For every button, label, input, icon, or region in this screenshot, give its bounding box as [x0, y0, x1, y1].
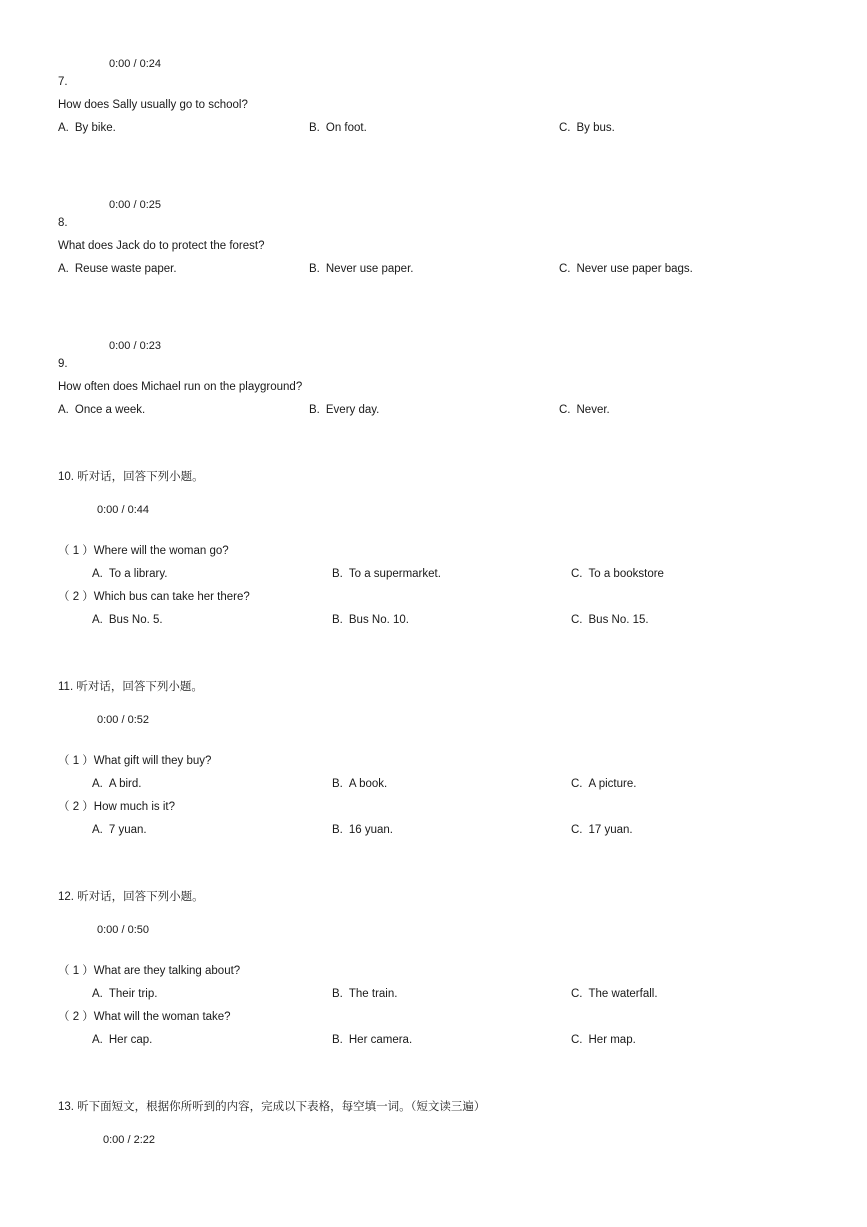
section-heading: 11. 听对话，回答下列小题。: [58, 681, 203, 693]
option-text: The train.: [348, 988, 398, 1000]
option-text: Every day.: [325, 404, 380, 416]
option-letter: A.: [92, 568, 103, 580]
option-b[interactable]: [332, 567, 441, 581]
option-letter: A.: [58, 122, 69, 134]
sub-question: [58, 800, 175, 814]
option-text: 7 yuan.: [108, 824, 147, 836]
option-letter: C.: [571, 778, 583, 790]
option-letter: B.: [332, 824, 343, 836]
option-text: Reuse waste paper.: [74, 263, 177, 275]
option-text: Never use paper.: [325, 263, 414, 275]
option-a[interactable]: [58, 121, 116, 135]
question-number: 7.: [58, 76, 68, 88]
audio-player-time[interactable]: 0:00 / 0:52: [97, 714, 149, 726]
option-text: Her cap.: [108, 1034, 153, 1046]
option-text: A book.: [348, 778, 388, 790]
sub-question-number: （ 1 ）: [58, 755, 94, 767]
option-c[interactable]: [559, 121, 615, 135]
section-heading: 12. 听对话，回答下列小题。: [58, 891, 204, 903]
question-number: 9.: [58, 358, 68, 370]
option-text: 17 yuan.: [588, 824, 633, 836]
option-text: Her camera.: [348, 1034, 413, 1046]
sub-question: [58, 590, 250, 604]
option-text: Bus No. 10.: [348, 614, 409, 626]
option-a[interactable]: [92, 777, 141, 791]
option-text: By bus.: [576, 122, 615, 134]
option-letter: B.: [309, 404, 320, 416]
sub-question-number: （ 2 ）: [58, 1011, 94, 1023]
option-c[interactable]: [571, 823, 633, 837]
option-c[interactable]: [571, 1033, 636, 1047]
option-letter: C.: [571, 614, 583, 626]
option-c[interactable]: [571, 777, 636, 791]
option-b[interactable]: [332, 987, 397, 1001]
sub-question-text: Which bus can take her there?: [93, 591, 250, 603]
option-letter: B.: [332, 568, 343, 580]
sub-question-number: （ 1 ）: [58, 965, 94, 977]
option-letter: B.: [309, 263, 320, 275]
option-text: To a bookstore: [588, 568, 664, 580]
option-a[interactable]: [92, 823, 147, 837]
sub-question-text: What will the woman take?: [93, 1011, 231, 1023]
option-a[interactable]: [58, 403, 145, 417]
option-letter: B.: [332, 1034, 343, 1046]
option-letter: B.: [309, 122, 320, 134]
sub-question-number: （ 1 ）: [58, 545, 94, 557]
option-text: Bus No. 15.: [588, 614, 649, 626]
option-c[interactable]: [571, 567, 664, 581]
sub-question-number: （ 2 ）: [58, 801, 94, 813]
option-letter: A.: [92, 778, 103, 790]
sub-question-text: What are they talking about?: [93, 965, 241, 977]
option-a[interactable]: [58, 262, 177, 276]
option-letter: C.: [559, 263, 571, 275]
option-text: On foot.: [325, 122, 367, 134]
option-letter: B.: [332, 778, 343, 790]
option-c[interactable]: [571, 613, 649, 627]
option-text: Bus No. 5.: [108, 614, 163, 626]
sub-question: [58, 1010, 231, 1024]
section-heading: 13. 听下面短文，根据你所听到的内容，完成以下表格，每空填一词。（短文读三遍）: [58, 1101, 486, 1113]
audio-player-time[interactable]: 0:00 / 0:23: [109, 340, 161, 352]
question-text: How often does Michael run on the playground?: [58, 381, 303, 393]
option-letter: C.: [571, 1034, 583, 1046]
option-b[interactable]: [309, 262, 413, 276]
section-heading: 10. 听对话，回答下列小题。: [58, 471, 204, 483]
option-text: A bird.: [108, 778, 142, 790]
option-b[interactable]: [309, 403, 379, 417]
option-letter: B.: [332, 614, 343, 626]
option-text: Never.: [576, 404, 610, 416]
option-text: Once a week.: [74, 404, 146, 416]
question-number: 8.: [58, 217, 68, 229]
option-text: By bike.: [74, 122, 116, 134]
option-text: The waterfall.: [588, 988, 658, 1000]
sub-question-text: What gift will they buy?: [93, 755, 212, 767]
option-a[interactable]: [92, 613, 163, 627]
option-text: To a library.: [108, 568, 168, 580]
option-b[interactable]: [332, 1033, 412, 1047]
option-letter: C.: [559, 122, 571, 134]
option-text: Never use paper bags.: [576, 263, 693, 275]
option-c[interactable]: [571, 987, 658, 1001]
option-b[interactable]: [332, 613, 409, 627]
option-letter: C.: [559, 404, 571, 416]
option-text: Their trip.: [108, 988, 158, 1000]
audio-player-time[interactable]: 0:00 / 0:44: [97, 504, 149, 516]
sub-question: [58, 754, 211, 768]
option-letter: A.: [58, 404, 69, 416]
option-letter: B.: [332, 988, 343, 1000]
option-text: To a supermarket.: [348, 568, 441, 580]
sub-question: [58, 544, 229, 558]
option-a[interactable]: [92, 567, 167, 581]
option-letter: A.: [92, 614, 103, 626]
option-a[interactable]: [92, 987, 157, 1001]
question-text: What does Jack do to protect the forest?: [58, 240, 265, 252]
option-b[interactable]: [309, 121, 367, 135]
option-c[interactable]: [559, 403, 610, 417]
option-letter: A.: [58, 263, 69, 275]
question-text: How does Sally usually go to school?: [58, 99, 248, 111]
audio-player-time[interactable]: 0:00 / 2:22: [103, 1134, 155, 1146]
option-text: A picture.: [588, 778, 637, 790]
option-b[interactable]: [332, 823, 393, 837]
sub-question: [58, 964, 240, 978]
option-a[interactable]: [92, 1033, 152, 1047]
option-text: 16 yuan.: [348, 824, 393, 836]
option-letter: C.: [571, 988, 583, 1000]
audio-player-time[interactable]: 0:00 / 0:24: [109, 58, 161, 70]
sub-question-number: （ 2 ）: [58, 591, 94, 603]
option-letter: C.: [571, 568, 583, 580]
option-letter: C.: [571, 824, 583, 836]
option-text: Her map.: [588, 1034, 636, 1046]
sub-question-text: Where will the woman go?: [93, 545, 229, 557]
option-b[interactable]: [332, 777, 387, 791]
option-letter: A.: [92, 824, 103, 836]
option-letter: A.: [92, 1034, 103, 1046]
option-letter: A.: [92, 988, 103, 1000]
audio-player-time[interactable]: 0:00 / 0:25: [109, 199, 161, 211]
option-c[interactable]: [559, 262, 693, 276]
sub-question-text: How much is it?: [93, 801, 175, 813]
audio-player-time[interactable]: 0:00 / 0:50: [97, 924, 149, 936]
